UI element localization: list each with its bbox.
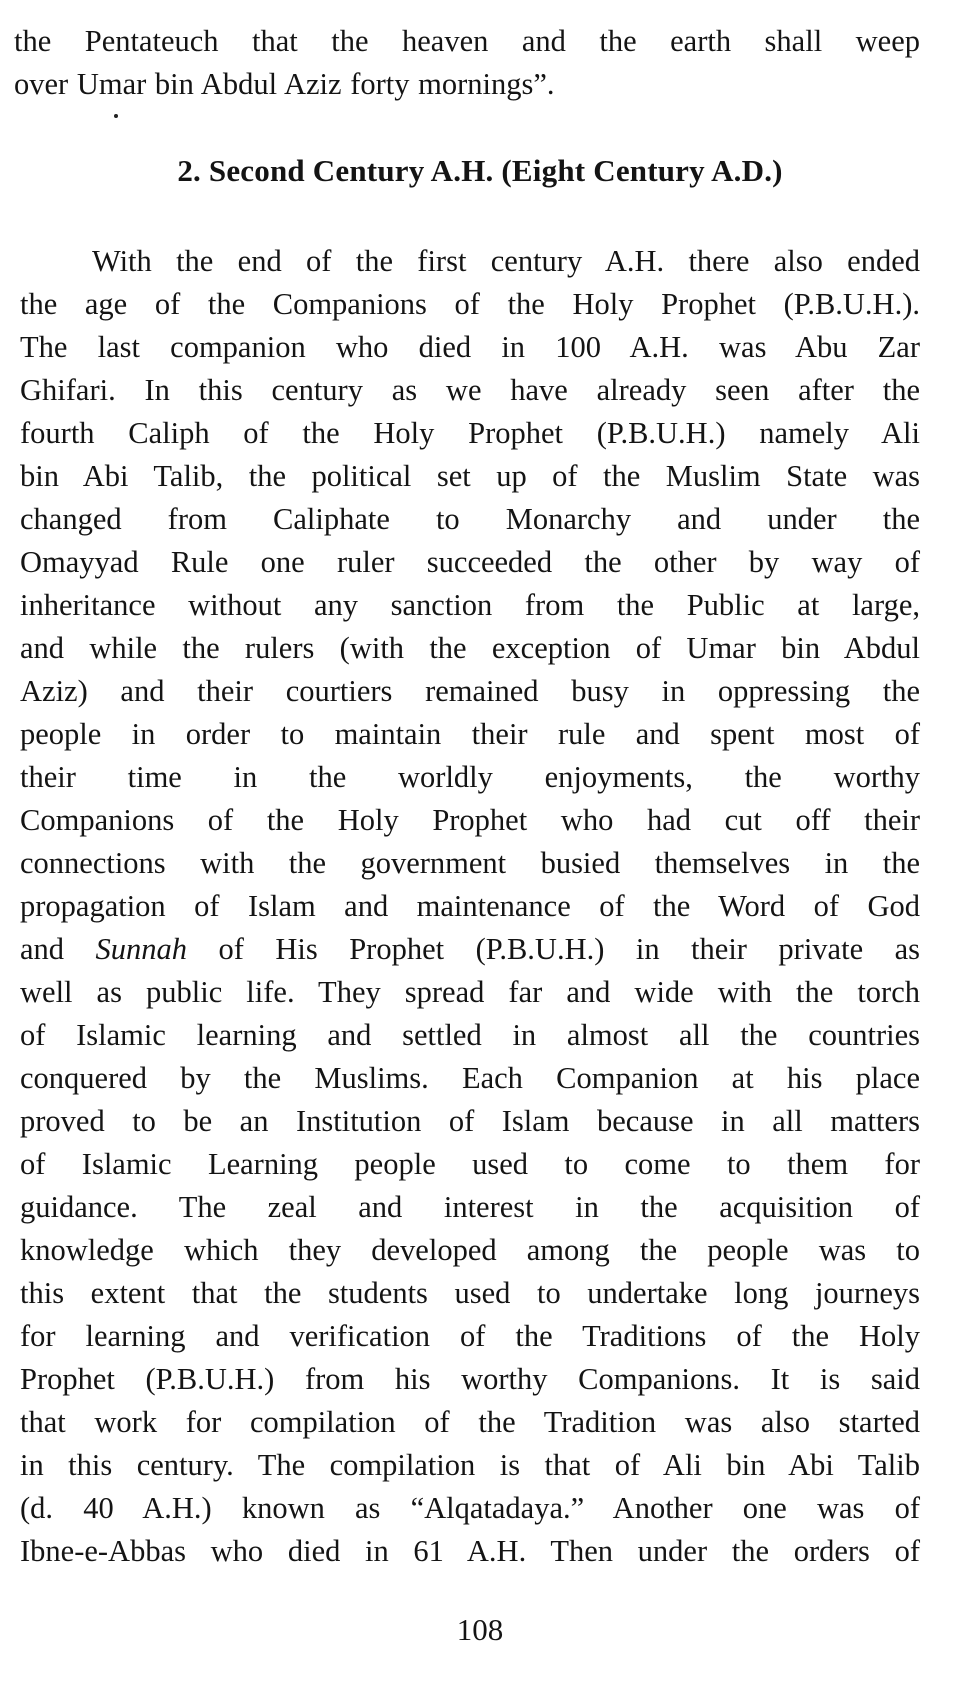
body-line: this extent that the students used to undertake long journeys: [20, 1276, 920, 1310]
body-line: connections with the government busied themselves in the: [20, 846, 920, 880]
body-line-text: With the end of the first century A.H. there also ended: [92, 244, 920, 278]
body-line: proved to be an Institution of Islam because in all matters: [20, 1104, 920, 1138]
print-speck: [114, 114, 118, 118]
body-line: Companions of the Holy Prophet who had cut off their: [20, 803, 920, 837]
body-line: fourth Caliph of the Holy Prophet (P.B.U.H.) namely Ali: [20, 416, 920, 450]
sunnah-after: of His Prophet (P.B.U.H.) in their private as: [187, 932, 920, 966]
body-line: people in order to maintain their rule and spent most of: [20, 717, 920, 751]
body-line: Aziz) and their courtiers remained busy in oppressing the: [20, 674, 920, 708]
body-line: The last companion who died in 100 A.H. was Abu Zar: [20, 330, 920, 364]
body-line: Ghifari. In this century as we have already seen after the: [20, 373, 920, 407]
body-line: [20, 240, 920, 283]
body-line: for learning and verification of the Traditions of the Holy: [20, 1319, 920, 1353]
body-line: guidance. The zeal and interest in the acquisition of: [20, 1190, 920, 1224]
section-heading: 2. Second Century A.H. (Eight Century A.D.): [177, 153, 783, 188]
body-line: and while the rulers (with the exception of Umar bin Abdul: [20, 631, 920, 665]
body-line: bin Abi Talib, the political set up of the Muslim State was: [20, 459, 920, 493]
body-line: well as public life. They spread far and wide with the torch: [20, 975, 920, 1009]
body-line: conquered by the Muslims. Each Companion at his place: [20, 1061, 920, 1095]
body-line: inheritance without any sanction from the Public at large,: [20, 588, 920, 622]
body-paragraph: [20, 240, 920, 1573]
sunnah-before: and: [20, 932, 96, 966]
body-line: (d. 40 A.H.) known as “Alqatadaya.” Another one was of: [20, 1491, 920, 1525]
body-line: Ibne-e-Abbas who died in 61 A.H. Then under the orders of: [20, 1534, 920, 1568]
intro-paragraph: [14, 20, 920, 106]
page-number: 108: [456, 1612, 504, 1647]
body-line: their time in the worldly enjoyments, the worthy: [20, 760, 920, 794]
intro-line: over Umar bin Abdul Aziz forty mornings”.: [14, 67, 555, 101]
body-line: in this century. The compilation is that of Ali bin Abi Talib: [20, 1448, 920, 1482]
body-line: propagation of Islam and maintenance of the Word of God: [20, 889, 920, 923]
body-line: Omayyad Rule one ruler succeeded the other by way of: [20, 545, 920, 579]
body-line-sunnah: [20, 928, 920, 971]
intro-line: the Pentateuch that the heaven and the earth shall weep: [14, 24, 920, 58]
body-line: changed from Caliphate to Monarchy and under the: [20, 502, 920, 536]
body-line: that work for compilation of the Tradition was also started: [20, 1405, 920, 1439]
body-line: the age of the Companions of the Holy Prophet (P.B.U.H.).: [20, 287, 920, 321]
sunnah-italic: Sunnah: [95, 932, 188, 966]
body-line: Prophet (P.B.U.H.) from his worthy Companions. It is said: [20, 1362, 920, 1396]
body-line: of Islamic Learning people used to come to them for: [20, 1147, 920, 1181]
body-line: knowledge which they developed among the people was to: [20, 1233, 920, 1267]
body-line: of Islamic learning and settled in almost all the countries: [20, 1018, 920, 1052]
